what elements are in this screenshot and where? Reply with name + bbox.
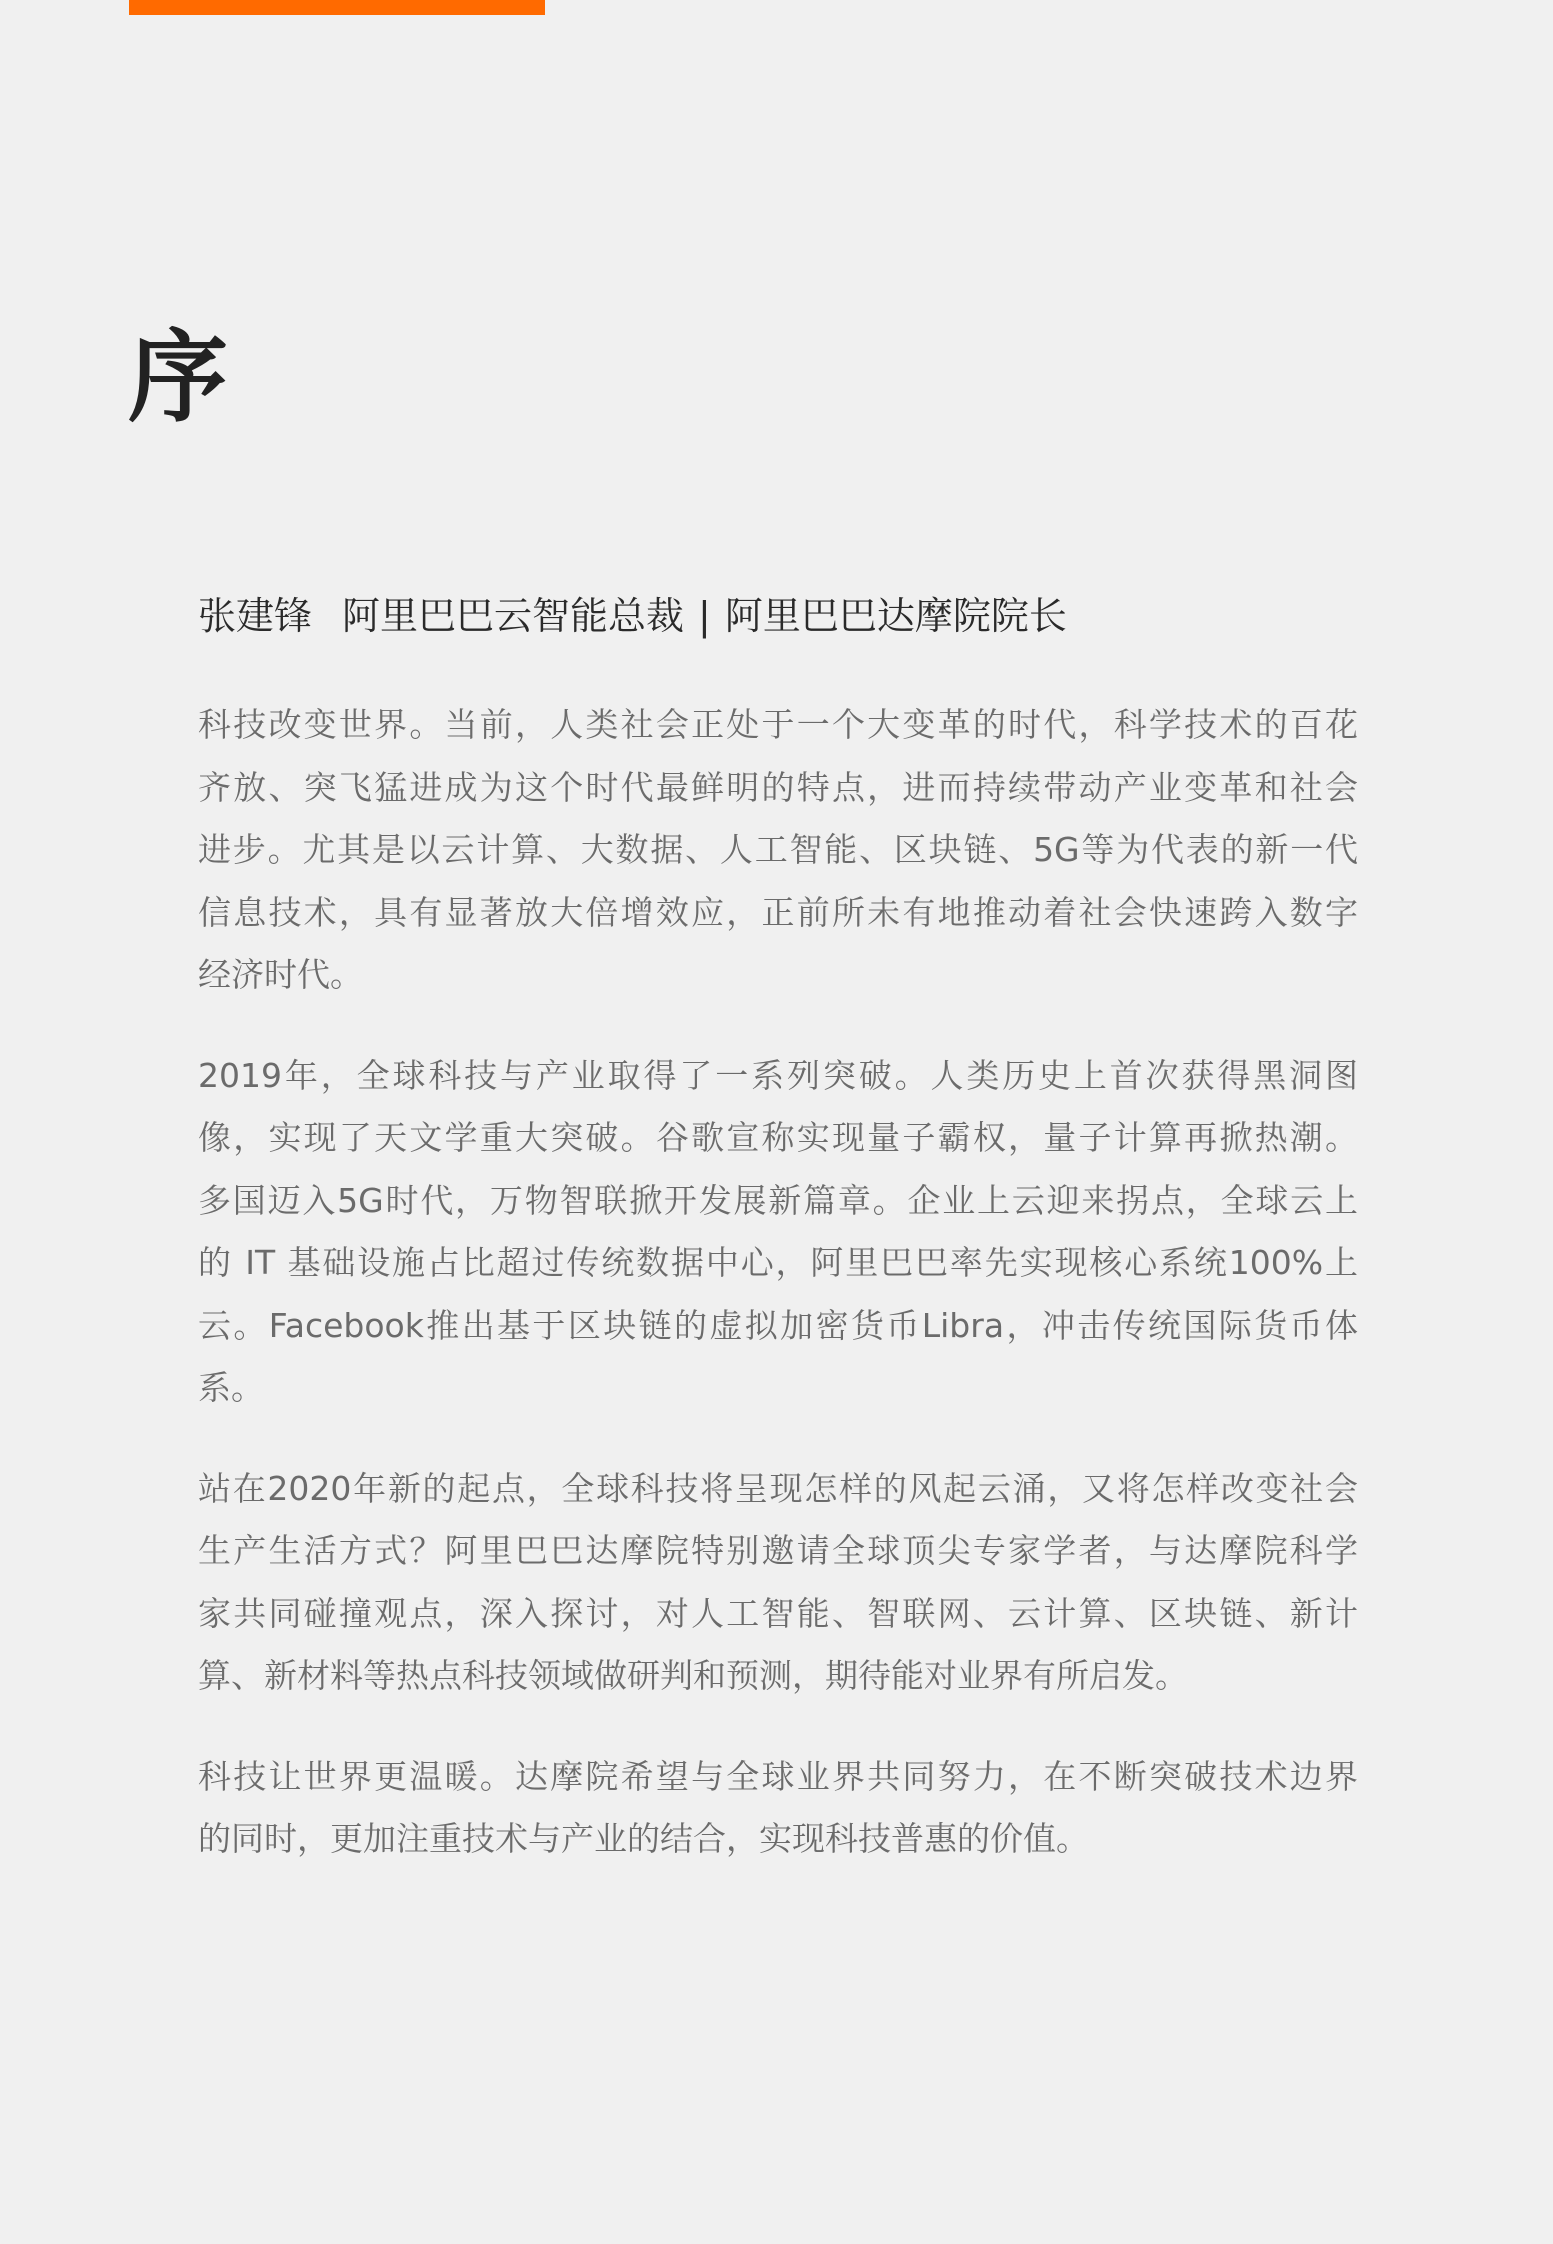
text-line: 2019年，全球科技与产业取得了一系列突破。人类历史上首次获得黑洞图 [198, 1055, 1358, 1095]
text-line: 云。Facebook推出基于区块链的虚拟加密货币Libra，冲击传统国际货币体 [198, 1305, 1358, 1345]
author-role-primary: 阿里巴巴云智能总裁 [342, 594, 685, 638]
text-line: 的同时，更加注重技术与产业的结合，实现科技普惠的价值。 [198, 1819, 1089, 1858]
text-line: 像，实现了天文学重大突破。谷歌宣称实现量子霸权，量子计算再掀热潮。 [198, 1118, 1358, 1157]
author-line [198, 588, 1067, 644]
text-line: 经济时代。 [198, 955, 363, 994]
paragraph-4 [198, 1746, 1358, 1871]
text-line: 算、新材料等热点科技领域做研判和预测，期待能对业界有所启发。 [198, 1656, 1188, 1695]
text-line: 家共同碰撞观点，深入探讨，对人工智能、智联网、云计算、区块链、新计 [198, 1593, 1358, 1633]
preface-body [198, 694, 1358, 1909]
paragraph-2 [198, 1045, 1358, 1420]
text-line: 多国迈入5G时代，万物智联掀开发展新篇章。企业上云迎来拐点，全球云上 [198, 1180, 1358, 1220]
page-title: 序 [128, 319, 228, 436]
text-line: 的 IT 基础设施占比超过传统数据中心，阿里巴巴率先实现核心系统100%上 [198, 1243, 1358, 1282]
text-line: 科技让世界更温暖。达摩院希望与全球业界共同努力，在不断突破技术边界 [198, 1756, 1358, 1796]
author-name: 张建锋 [198, 594, 313, 638]
text-line: 系。 [198, 1368, 264, 1407]
text-line: 科技改变世界。当前，人类社会正处于一个大变革的时代，科学技术的百花 [198, 705, 1358, 744]
paragraph-3 [198, 1458, 1358, 1708]
role-separator: | [698, 594, 711, 638]
text-line: 站在2020年新的起点，全球科技将呈现怎样的风起云涌，又将怎样改变社会 [198, 1468, 1358, 1508]
text-line: 齐放、突飞猛进成为这个时代最鲜明的特点，进而持续带动产业变革和社会 [198, 767, 1358, 807]
accent-bar [129, 0, 545, 15]
text-line: 生产生活方式？阿里巴巴达摩院特别邀请全球顶尖专家学者，与达摩院科学 [198, 1531, 1358, 1570]
author-role-secondary: 阿里巴巴达摩院院长 [724, 594, 1067, 638]
paragraph-1 [198, 694, 1358, 1007]
text-line: 进步。尤其是以云计算、大数据、人工智能、区块链、5G等为代表的新一代 [198, 830, 1358, 869]
text-line: 信息技术，具有显著放大倍增效应，正前所未有地推动着社会快速跨入数字 [198, 892, 1358, 932]
